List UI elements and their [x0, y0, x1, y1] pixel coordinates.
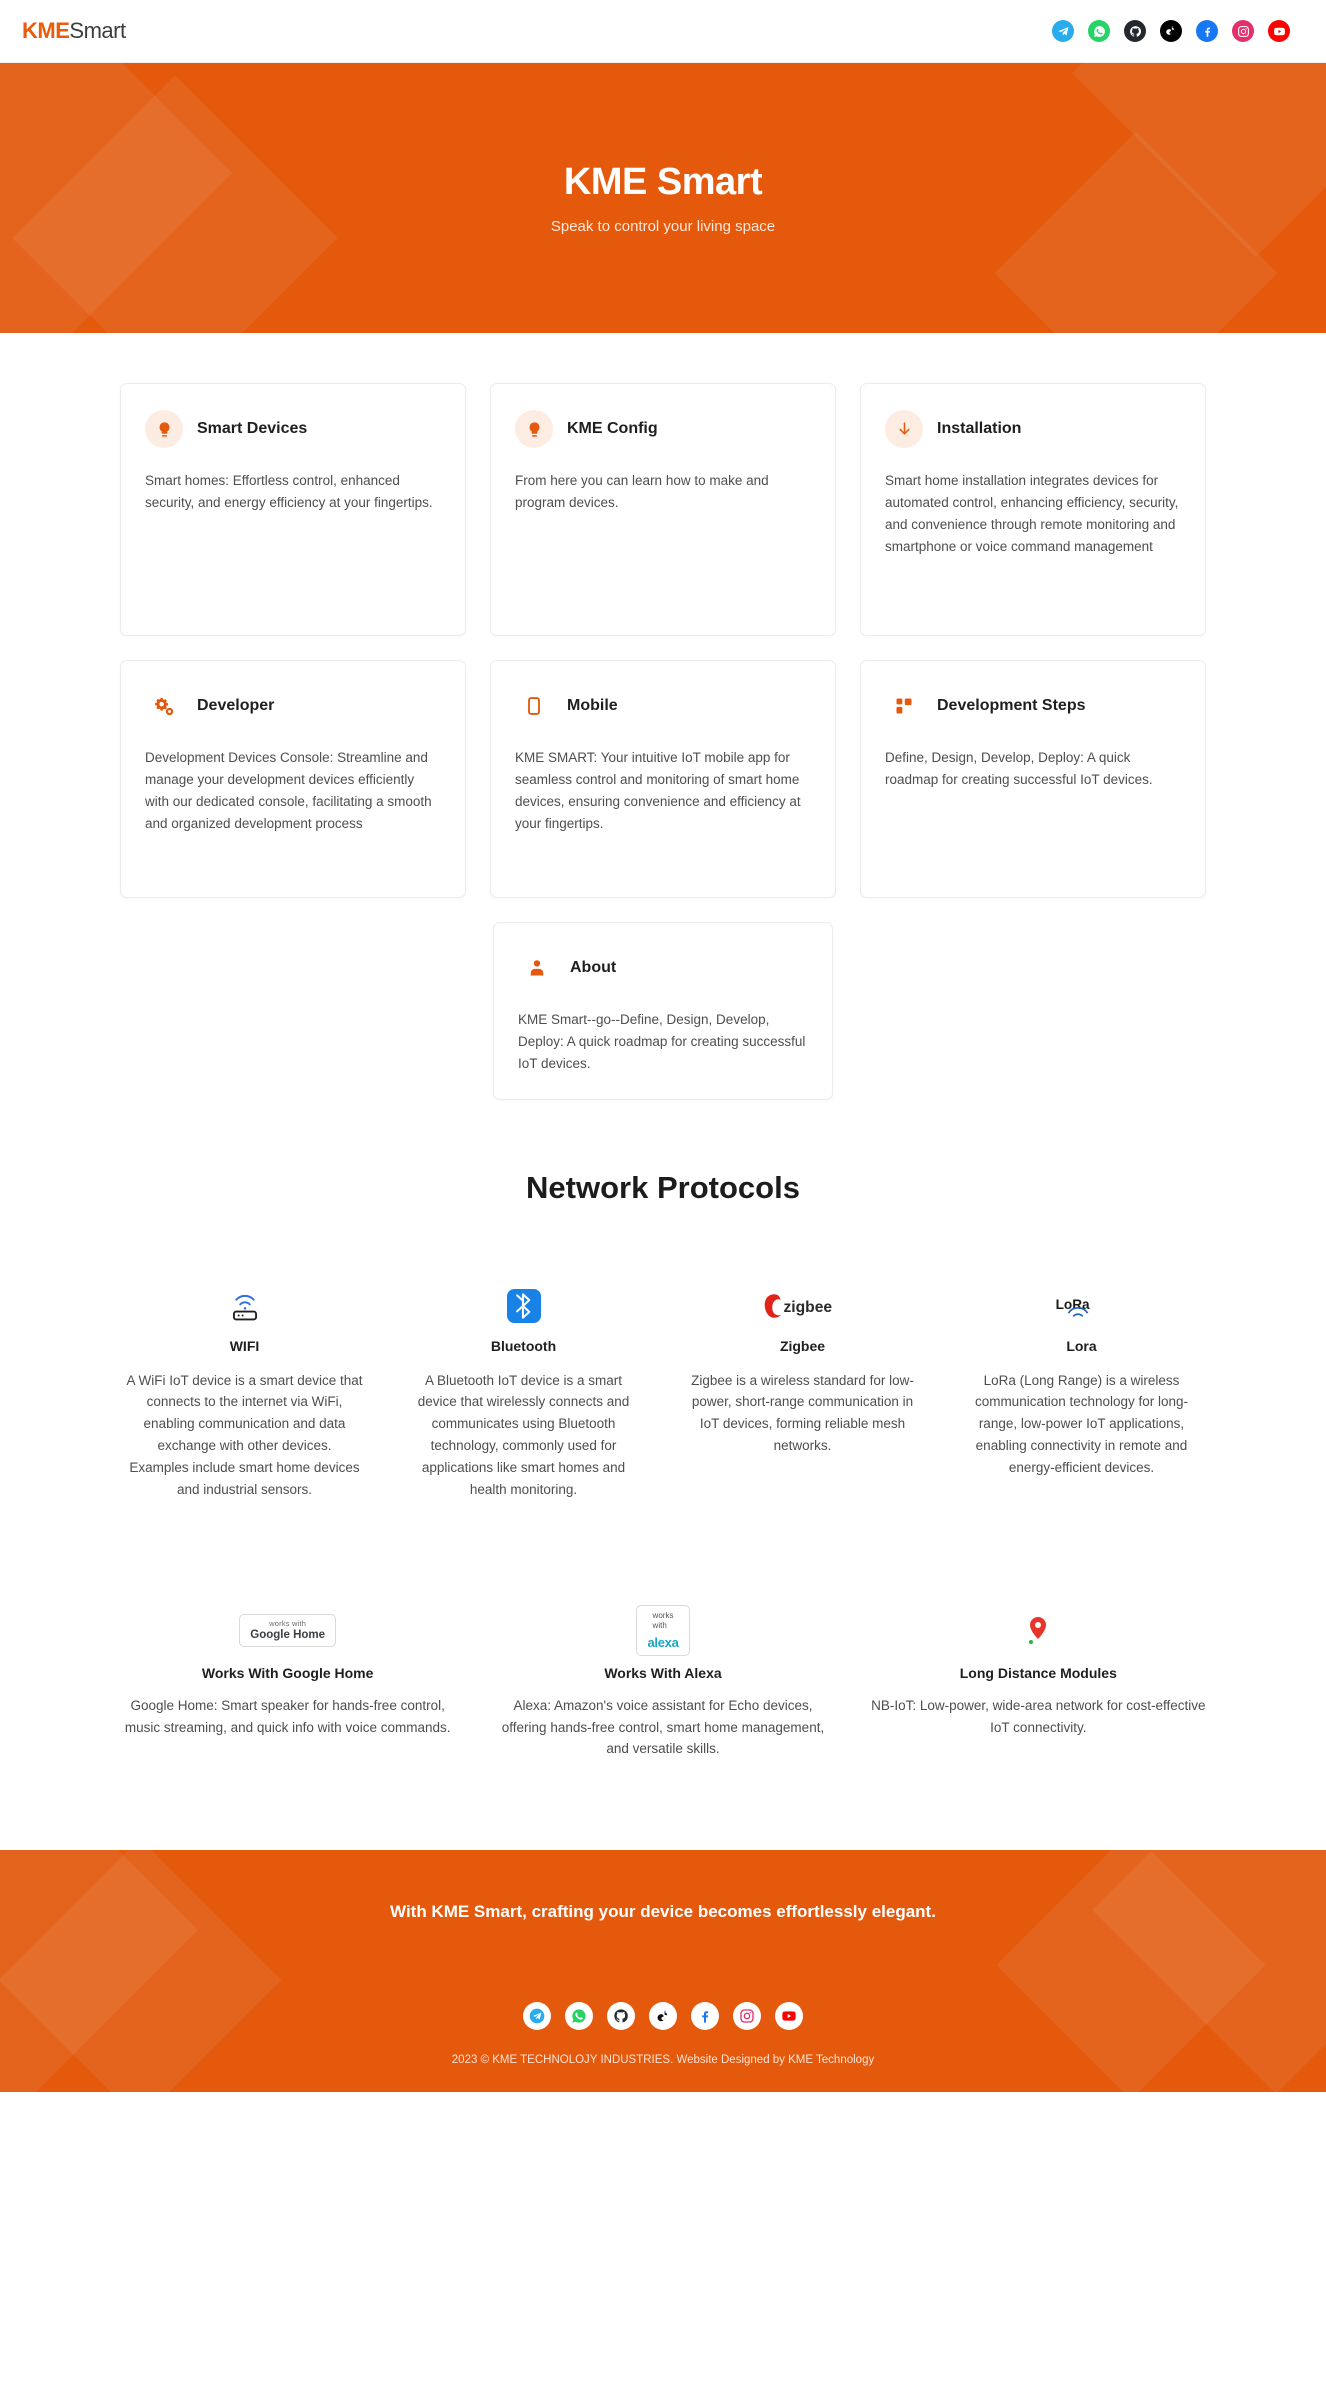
feature-cards-section [0, 333, 1326, 1100]
card-body: Development Devices Console: Streamline and manage your development devices efficiently with our dedicated console, facilitating a smooth and organized development process [145, 750, 432, 831]
integration-description: Google Home: Smart speaker for hands-free control, music streaming, and quick info with voice commands. [124, 1697, 451, 1735]
card-title: About [570, 959, 617, 976]
card-kme-config[interactable] [490, 383, 836, 636]
integration-google-home [120, 1611, 455, 1761]
protocol-zigbee [678, 1284, 927, 1501]
hero-title: KME Smart [563, 161, 763, 203]
map-pin-icon [871, 1611, 1206, 1651]
card-body: Smart homes: Effortless control, enhanced security, and energy efficiency at your fingertips. [145, 473, 433, 510]
download-arrow-icon [885, 410, 923, 448]
card-header [518, 949, 808, 987]
telegram-icon[interactable] [523, 2002, 551, 2030]
integration-name: Long Distance Modules [959, 1664, 1117, 1681]
logo-text-kme: KME [22, 18, 70, 43]
protocol-name: Bluetooth [490, 1337, 557, 1354]
card-about[interactable] [493, 922, 833, 1100]
integration-description: NB-IoT: Low-power, wide-area network for cost-effective IoT connectivity. [871, 1697, 1206, 1735]
mobile-icon [515, 687, 553, 725]
card-header [145, 687, 441, 725]
gears-icon [145, 687, 183, 725]
badge-main-text: Google Home [250, 1628, 326, 1641]
card-header [515, 410, 811, 448]
whatsapp-icon[interactable] [565, 2002, 593, 2030]
card-title: Mobile [567, 697, 618, 714]
site-logo[interactable] [22, 18, 126, 44]
top-navigation-bar [0, 0, 1326, 63]
github-icon[interactable] [1124, 20, 1146, 42]
protocol-description: A WiFi IoT device is a smart device that connects to the internet via WiFi, enabling communication and data exchange with other devices. Examples include smart home devices and industrial sensors. [126, 1372, 363, 1497]
integration-long-distance [871, 1611, 1206, 1761]
whatsapp-icon[interactable] [1088, 20, 1110, 42]
card-body: KME Smart--go--Define, Design, Develop, Deploy: A quick roadmap for creating successful IoT devices. [518, 1012, 806, 1071]
protocol-description: A Bluetooth IoT device is a smart device that wirelessly connects and communicates using Bluetooth technology, commonly used for applications like smart homes and health monitoring. [417, 1372, 630, 1497]
card-body: KME SMART: Your intuitive IoT mobile app for seamless control and monitoring of smart home devices, ensuring convenience and efficiency at your fingertips. [515, 750, 801, 831]
feature-card-row-3 [120, 922, 1206, 1100]
protocol-name: Zigbee [779, 1337, 826, 1354]
lightbulb-icon [515, 410, 553, 448]
card-title: Installation [937, 420, 1022, 437]
protocol-description: Zigbee is a wireless standard for low-power, short-range communication in IoT devices, forming reliable mesh networks. [691, 1372, 914, 1454]
integration-name: Works With Alexa [604, 1664, 722, 1681]
site-footer [0, 1850, 1326, 2092]
lightbulb-icon [145, 410, 183, 448]
logo-text-smart: Smart [69, 18, 126, 43]
protocol-list [0, 1284, 1326, 1501]
telegram-icon[interactable] [1052, 20, 1074, 42]
card-title: Development Steps [937, 697, 1086, 714]
network-protocols-heading: Network Protocols [526, 1169, 800, 1205]
facebook-icon[interactable] [691, 2002, 719, 2030]
svg-text:LoRa: LoRa [1055, 1296, 1090, 1312]
protocol-lora [957, 1284, 1206, 1501]
protocol-description: LoRa (Long Range) is a wireless communication technology for long-range, low-power IoT applications, enabling connectivity in remote and energy-efficient devices. [974, 1372, 1189, 1476]
card-mobile[interactable] [490, 660, 836, 898]
header-social-links [1052, 20, 1290, 42]
lora-logo-icon [957, 1284, 1206, 1328]
card-header [885, 687, 1181, 725]
badge-main-text: alexa [647, 1634, 679, 1650]
tiktok-icon[interactable] [649, 2002, 677, 2030]
integration-description: Alexa: Amazon's voice assistant for Echo devices, offering hands-free control, smart home management, and versatile skills. [501, 1697, 825, 1757]
badge-small-text: works with [269, 1619, 307, 1629]
tiktok-icon[interactable] [1160, 20, 1182, 42]
card-smart-devices[interactable] [120, 383, 466, 636]
bluetooth-icon [399, 1284, 648, 1328]
protocol-name: Lora [1066, 1337, 1097, 1354]
card-development-steps[interactable] [860, 660, 1206, 898]
feature-card-row-2 [120, 660, 1206, 898]
badge-small-text-2: with [652, 1620, 667, 1630]
instagram-icon[interactable] [1232, 20, 1254, 42]
card-title: Developer [197, 697, 275, 714]
card-title: Smart Devices [197, 420, 308, 437]
card-header [515, 687, 811, 725]
svg-text:zigbee: zigbee [782, 1298, 832, 1316]
youtube-icon[interactable] [1268, 20, 1290, 42]
card-body: From here you can learn how to make and program devices. [515, 473, 769, 510]
card-body: Define, Design, Develop, Deploy: A quick roadmap for creating successful IoT devices. [885, 750, 1153, 787]
github-icon[interactable] [607, 2002, 635, 2030]
card-developer[interactable] [120, 660, 466, 898]
works-with-alexa-badge [495, 1611, 830, 1651]
card-title: KME Config [567, 420, 658, 437]
integrations-list [0, 1611, 1326, 1761]
protocol-bluetooth [399, 1284, 648, 1501]
footer-tagline: With KME Smart, crafting your device becomes effortlessly elegant. [390, 1902, 936, 1922]
wifi-router-icon [120, 1284, 369, 1328]
footer-copyright: 2023 © KME TECHNOLOJY INDUSTRIES. Website Designed by KME Technology [451, 2054, 875, 2067]
steps-icon [885, 687, 923, 725]
facebook-icon[interactable] [1196, 20, 1218, 42]
footer-social-links [0, 2002, 1326, 2030]
card-installation[interactable] [860, 383, 1206, 636]
hero-subtitle: Speak to control your living space [550, 218, 776, 235]
card-header [885, 410, 1181, 448]
badge-small-text-1: works [652, 1611, 674, 1621]
protocol-wifi [120, 1284, 369, 1501]
instagram-icon[interactable] [733, 2002, 761, 2030]
youtube-icon[interactable] [775, 2002, 803, 2030]
feature-card-row-1 [120, 383, 1206, 636]
integration-name: Works With Google Home [201, 1664, 374, 1681]
card-body: Smart home installation integrates devices for automated control, enhancing efficiency, security, and convenience through remote monitoring and smartphone or voice command management [885, 473, 1179, 554]
zigbee-logo-icon [678, 1284, 927, 1328]
protocol-name: WIFI [229, 1337, 260, 1354]
hero-banner [0, 63, 1326, 333]
integration-alexa [495, 1611, 830, 1761]
person-icon [518, 949, 556, 987]
card-header [145, 410, 441, 448]
works-with-google-home-badge [120, 1611, 455, 1651]
